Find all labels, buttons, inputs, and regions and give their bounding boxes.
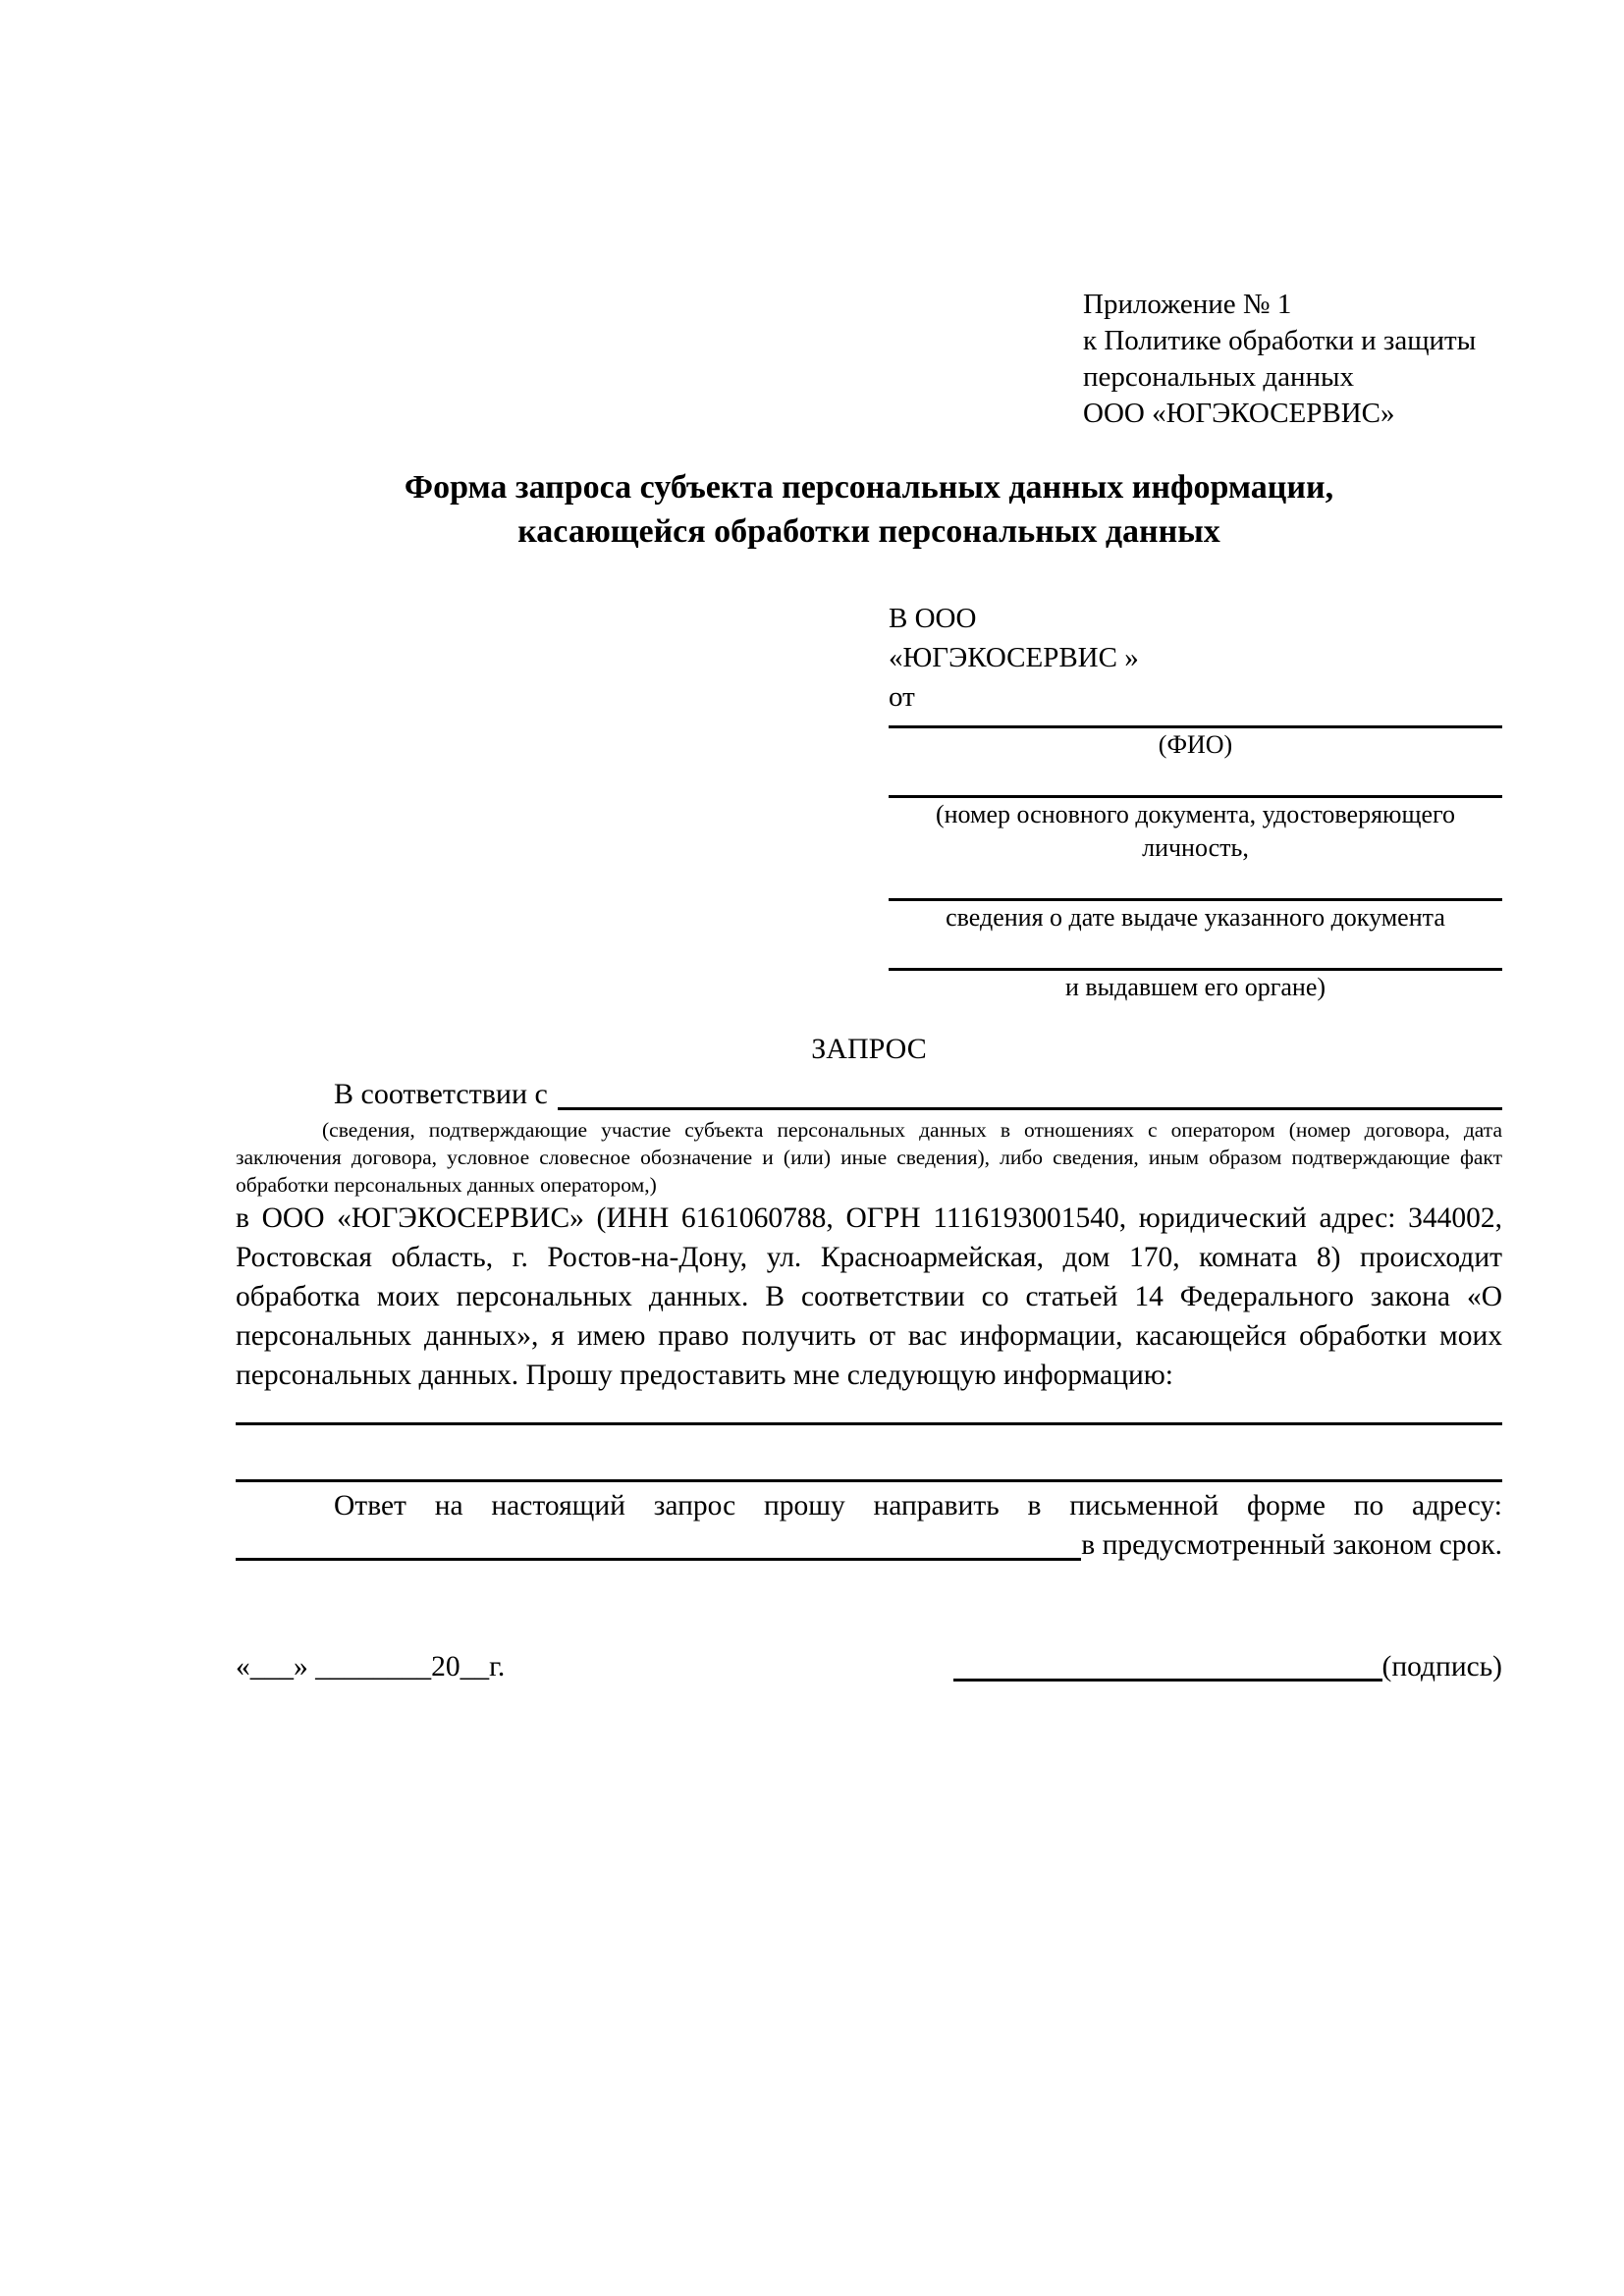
address-fill-line bbox=[236, 1558, 1081, 1561]
form-field-fio bbox=[889, 717, 1502, 762]
recipient-block bbox=[889, 599, 1502, 1004]
basis-footnote: (сведения, подтверждающие участие субъекта персональных данных в отношениях с оператором (номер договора, дата заключения договора, условное словесное обозначение и (или) иные сведения), либо сведения, иным образом подтверждающие факт обработки персональных данных оператором,) bbox=[236, 1118, 1502, 1197]
request-heading: ЗАПРОС bbox=[811, 1033, 927, 1065]
answer-sentence: Ответ на настоящий запрос прошу направить в письменной форме по адресу: bbox=[334, 1490, 1502, 1522]
basis-fill-line bbox=[558, 1107, 1502, 1110]
page-title-line-1: Форма запроса субъекта персональных данных информации, bbox=[404, 469, 1334, 506]
appendix-block bbox=[1083, 287, 1502, 432]
issue-date-caption: сведения о дате выдаче указанного документа bbox=[946, 903, 1445, 932]
signature-caption: (подпись) bbox=[1381, 1651, 1502, 1682]
answer-suffix-label: в предусмотренный законом срок. bbox=[1081, 1529, 1502, 1561]
date-line: «___» ________20__г. bbox=[236, 1651, 506, 1682]
document-number-caption: (номер основного документа, удостоверяющего личность, bbox=[935, 800, 1456, 862]
page-title bbox=[236, 465, 1502, 554]
recipient-org-line-1: В ООО bbox=[889, 603, 977, 634]
appendix-line-1: Приложение № 1 bbox=[1083, 289, 1292, 320]
recipient-from-label: от bbox=[889, 681, 915, 713]
basis-prefix-label: В соответствии с bbox=[334, 1078, 548, 1110]
appendix-line-4: ООО «ЮГЭКОСЕРВИС» bbox=[1083, 398, 1395, 429]
issue-date-fill-line bbox=[889, 889, 1502, 901]
page-title-line-2: касающейся обработки персональных данных bbox=[517, 513, 1220, 550]
document-number-fill-line bbox=[889, 786, 1502, 798]
basis-line bbox=[236, 1075, 1502, 1114]
requested-info-fill-line-2 bbox=[236, 1479, 1502, 1482]
issuing-authority-caption: и выдавшем его органе) bbox=[1064, 973, 1326, 1001]
appendix-line-2: к Политике обработки и защиты bbox=[1083, 325, 1477, 356]
footer-row bbox=[236, 1647, 1502, 1686]
form-field-issue-date bbox=[889, 889, 1502, 934]
answer-address-row bbox=[236, 1525, 1502, 1565]
fio-caption: (ФИО) bbox=[1158, 730, 1233, 759]
recipient-org-line-2: «ЮГЭКОСЕРВИС » bbox=[889, 642, 1139, 673]
body-paragraph: в ООО «ЮГЭКОСЕРВИС» (ИНН 6161060788, ОГРН 1116193001540, юридический адрес: 344002, Ростовская область, г. Ростов-на-Дону, ул. Красноармейская, дом 170, комната 8) происходит обработка моих персональных данных. В соответствии со статьей 14 Федерального закона «О персональных данных», я имею право получить от вас информации, касающейся обработки моих персональных данных. Прошу предоставить мне следующую информацию: bbox=[236, 1202, 1502, 1391]
issuing-authority-fill-line bbox=[889, 959, 1502, 971]
appendix-line-3: персональных данных bbox=[1083, 361, 1355, 393]
signature-fill-line bbox=[953, 1679, 1382, 1682]
fio-fill-line bbox=[889, 717, 1502, 728]
form-field-issuing-authority bbox=[889, 959, 1502, 1004]
form-field-document-number bbox=[889, 786, 1502, 865]
requested-info-fill-line-1 bbox=[236, 1422, 1502, 1425]
signature-block bbox=[953, 1647, 1502, 1686]
